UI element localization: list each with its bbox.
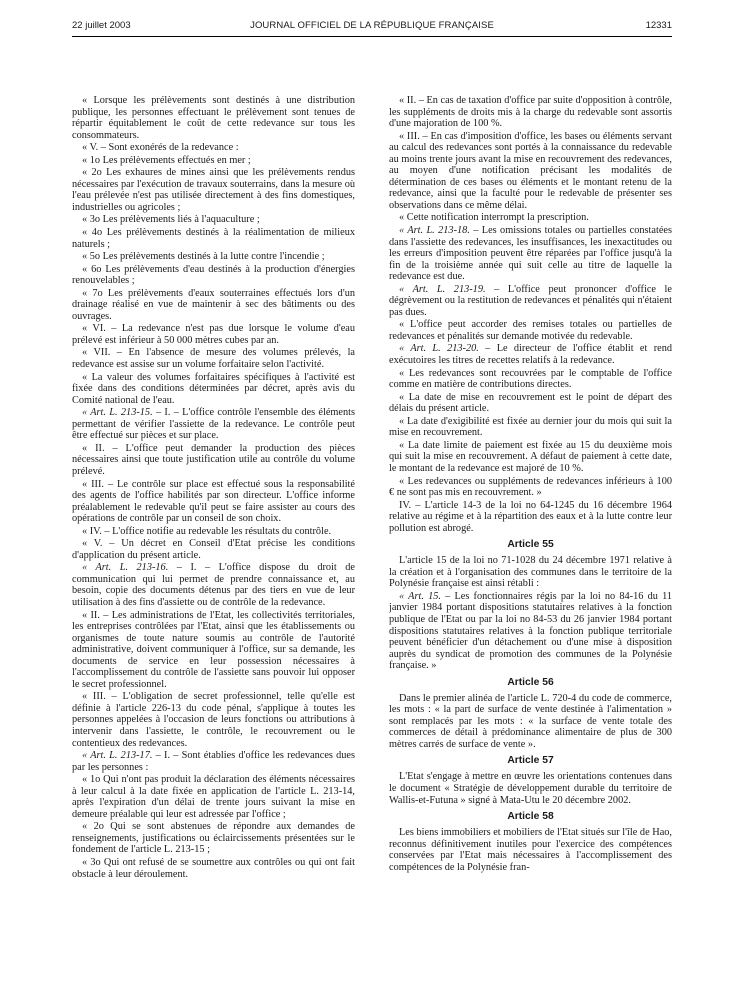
paragraph-text: « La valeur des volumes forfaitaires spécifiques à l'activité est fixée dans des conditions déterminées par décret, après avis du Comité national de l'eau.: [72, 371, 355, 406]
paragraph: [72, 691, 355, 749]
paragraph-text: – Le directeur de l'office établit et rend exécutoires les titres de recettes relatifs à la redevance.: [389, 343, 672, 367]
paragraph-text: « La date de mise en recouvrement est le point de départ des délais du présent article.: [389, 391, 672, 415]
paragraph-text: « 1o Les prélèvements effectués en mer ;: [82, 154, 251, 166]
paragraph-text: « 3o Les prélèvements liés à l'aquaculture ;: [82, 214, 260, 226]
paragraph: [389, 368, 672, 391]
paragraph: [72, 142, 355, 154]
paragraph: [389, 440, 672, 475]
paragraph: [72, 227, 355, 250]
paragraph: [72, 95, 355, 141]
paragraph-text: « 3o Qui ont refusé de se soumettre aux contrôles ou qui ont fait obstacle à leur déroulement.: [72, 857, 355, 880]
paragraph-text: « La date d'exigibilité est fixée au dernier jour du mois qui suit la mise en recouvrement.: [389, 415, 672, 439]
paragraph-text: « VII. – En l'absence de mesure des volumes prélevés, la redevance est assise sur un volume forfaitaire selon l'activité.: [72, 347, 355, 371]
paragraph-text: « La date limite de paiement est fixée au 15 du deuxième mois qui suit la mise en recouvrement. A défaut de paiement à cette date, le montant de la redevance est majoré de 10 %.: [389, 439, 672, 474]
paragraph-text: – L'office peut prononcer d'office le dégrèvement ou la restitution de redevances et pénalités qui n'étaient pas dues.: [389, 283, 672, 318]
paragraph-text: « 5o Les prélèvements destinés à la lutte contre l'incendie ;: [82, 251, 325, 263]
article-reference: « Art. L. 213-19.: [399, 283, 486, 295]
paragraph-text: « III. – L'obligation de secret professionnel, telle qu'elle est définie à l'article 226-13 du code pénal, s'applique à toutes les personnes appelées à l'occasion de leurs fonctions ou attributions à intervenir dans l'assiette, le contrôle, le recouvrement ou le contentieux des redevances.: [72, 691, 355, 749]
paragraph-text: « IV. – L'office notifie au redevable les résultats du contrôle.: [82, 525, 332, 537]
paragraph-text: « 6o Les prélèvements d'eau destinés à la production d'énergies renouvelables ;: [72, 263, 355, 287]
article-reference: « Art. L. 213-18.: [399, 225, 470, 237]
paragraph-text: « 4o Les prélèvements destinés à la réalimentation de milieux naturels ;: [72, 227, 355, 250]
paragraph-text: « V. – Sont exonérés de la redevance :: [82, 142, 239, 154]
paragraph: [389, 476, 672, 499]
paragraph: [389, 827, 672, 873]
paragraph: [72, 167, 355, 213]
paragraph: [389, 693, 672, 751]
article-heading: Article 56: [507, 676, 554, 688]
paragraph: [72, 479, 355, 525]
paragraph: [72, 610, 355, 691]
paragraph-text: L'Etat s'engage à mettre en œuvre les orientations contenues dans le document « Stratégie de développement durable du territoire de Wallis-et-Futuna » signé à Mata-Utu le 20 décembre 2002.: [389, 771, 672, 806]
paragraph: [389, 212, 672, 224]
page-number: 12331: [645, 20, 672, 31]
paragraph-text: « Lorsque les prélèvements sont destinés à une distribution publique, les personnes effectuant le prélèvement sont tenues de répartir équitablement le coût de cette redevance sur tous les consommateurs.: [72, 95, 355, 141]
paragraph-text: « Les redevances ou suppléments de redevances inférieurs à 100 € ne sont pas mis en recouvrement. »: [389, 475, 672, 499]
paragraph: [72, 288, 355, 323]
paragraph: [72, 251, 355, 263]
paragraph-text: – I. – Sont établies d'office les redevances dues par les personnes :: [72, 750, 355, 773]
paragraph: [389, 284, 672, 319]
paragraph-text: « Cette notification interrompt la prescription.: [399, 212, 589, 224]
paragraph: [72, 857, 355, 880]
paragraph-text: IV. – L'article 14-3 de la loi no 64-1245 du 16 décembre 1964 relative au régime et à la répartition des eaux et à la lutte contre leur pollution est abrogé.: [389, 499, 672, 534]
article-reference: « Art. L. 213-15.: [82, 407, 153, 419]
article-reference: « Art. L. 213-20.: [399, 343, 479, 355]
paragraph-text: « III. – En cas d'imposition d'office, les bases ou éléments servant au calcul des redevances sont portés à la connaissance du redevable au moins trente jours avant la mise en recouvrement des redevances, au moyen d'une notification précisant les modalités de détermination de ces bases ou éléments et le montant retenu de la redevance, ainsi que la faculté pour le redevable de présenter ses observations dans ce même délai.: [389, 130, 672, 211]
paragraph-text: « Les redevances sont recouvrées par le comptable de l'office comme en matière de contributions directes.: [389, 367, 672, 391]
paragraph-text: Les biens immobiliers et mobiliers de l'Etat situés sur l'île de Hao, reconnus définitivement inutiles pour l'exercice des compétences conservées par l'Etat mais nécessaires à l'accomplissement des compétences de la Polynésie fran-: [389, 827, 672, 873]
left-column: [72, 95, 355, 980]
paragraph: [389, 392, 672, 415]
paragraph: [389, 225, 672, 283]
paragraph-text: « II. – En cas de taxation d'office par suite d'opposition à contrôle, les suppléments de droits mis à la charge du redevable sont assortis d'une majoration de 100 %.: [389, 95, 672, 130]
article-heading: Article 57: [507, 755, 554, 767]
paragraph-text: – I. – L'office dispose du droit de communication qui lui permet de prendre connaissance et, au besoin, copie des documents détenus par des tiers en vue de leur utilisation à des fins d'assiette ou de contrôle de la redevance.: [72, 562, 355, 608]
paragraph: [72, 774, 355, 820]
paragraph: [389, 771, 672, 806]
header-rule: [72, 36, 672, 37]
paragraph-text: – I. – L'office contrôle l'ensemble des éléments permettant de vérifier l'assiette de la redevance. Le contrôle peut être effectué sur pièces et sur place.: [72, 407, 355, 442]
right-column: [389, 95, 672, 980]
paragraph: [72, 538, 355, 561]
paragraph-text: « 7o Les prélèvements d'eaux souterraines effectués lors d'un drainage réalisé en vue de maintenir à sec des bâtiments ou des ouvrages.: [72, 287, 355, 322]
article-reference: « Art. 15.: [399, 590, 441, 602]
page-header: [72, 20, 672, 34]
paragraph: [389, 95, 672, 130]
paragraph: [72, 562, 355, 608]
paragraph: [72, 443, 355, 478]
paragraph: [72, 750, 355, 773]
paragraph-text: L'article 15 de la loi no 71-1028 du 24 décembre 1971 relative à la création et à l'organisation des communes dans le territoire de la Polynésie française est ainsi rétabli :: [389, 555, 672, 590]
journal-title: JOURNAL OFFICIEL DE LA RÉPUBLIQUE FRANÇAISE: [250, 20, 494, 31]
paragraph: [389, 343, 672, 366]
article-heading: Article 55: [507, 539, 554, 551]
paragraph: [389, 591, 672, 672]
paragraph-text: « V. – Un décret en Conseil d'Etat précise les conditions d'application du présent article.: [72, 538, 355, 561]
article-reference: « Art. L. 213-16.: [82, 562, 169, 574]
paragraph: [72, 526, 355, 538]
paragraph: [72, 155, 355, 167]
paragraph: [389, 131, 672, 212]
paragraph: [389, 500, 672, 535]
paragraph: [72, 323, 355, 346]
paragraph-text: « 2o Qui se sont abstenues de répondre aux demandes de renseignements, justifications ou éclaircissements présentées sur le fondement de l'article L. 213-15 ;: [72, 821, 355, 856]
article-heading: Article 58: [507, 811, 554, 823]
paragraph-text: « L'office peut accorder des remises totales ou partielles de redevances et pénalités sur demande motivée du redevable.: [389, 319, 672, 342]
paragraph-text: « II. – L'office peut demander la production des pièces nécessaires ainsi que toute justification utile au contrôle du volume prélevé.: [72, 442, 355, 477]
paragraph: [389, 555, 672, 590]
paragraph-text: « III. – Le contrôle sur place est effectué sous la responsabilité des agents de l'office habilités par son directeur. L'office informe préalablement le redevable qu'il peut se faire assister au cours des opérations de contrôle par un conseil de son choix.: [72, 478, 355, 525]
paragraph: [72, 407, 355, 442]
paragraph: [72, 821, 355, 856]
paragraph: [72, 214, 355, 226]
paragraph-text: – Les omissions totales ou partielles constatées dans l'assiette des redevances, les insuffisances, les inexactitudes ou les erreurs d'imposition peuvent être réparées par l'office jusqu'à la fin de la troisième année qui suit celle au titre de laquelle la redevance est due.: [389, 225, 672, 283]
paragraph-text: « 1o Qui n'ont pas produit la déclaration des éléments nécessaires à leur calcul à la date fixée en application de l'article L. 213-14, après l'expiration d'un délai de trente jours suivant la mise en demeure préalable qui leur est adressée par l'office ;: [72, 774, 355, 820]
header-date: 22 juillet 2003: [72, 20, 131, 31]
paragraph-text: « II. – Les administrations de l'Etat, les collectivités territoriales, les entreprises contrôlées par l'Etat, ainsi que les établissements ou organismes de toute nature soumis au contrôle de l'autorité administrative, doivent communiquer à l'office, sur sa demande, les documents de service en leur possession nécessaires à l'accomplissement du contrôle de l'assiette sans pouvoir lui opposer le secret professionnel.: [72, 609, 355, 690]
paragraph-text: « 2o Les exhaures de mines ainsi que les prélèvements rendus nécessaires par l'exécution de travaux souterrains, dans la mesure où l'eau prélevée n'est pas utilisée directement à des fins domestiques, industrielles ou agricoles ;: [72, 167, 355, 213]
paragraph: [72, 264, 355, 287]
paragraph: [72, 347, 355, 370]
paragraph-text: Dans le premier alinéa de l'article L. 720-4 du code de commerce, les mots : « la part de surface de vente destinée à l'alimentation » sont remplacés par les mots : « la surface de vente totale des commerces de détail à prédominance alimentaire de plus de 300 mètres carrés de surface de vente ».: [389, 692, 672, 750]
paragraph: [389, 319, 672, 342]
article-reference: « Art. L. 213-17.: [82, 750, 153, 762]
paragraph-text: « VI. – La redevance n'est pas due lorsque le volume d'eau prélevé est inférieur à 50 000 mètres cubes par an.: [72, 323, 355, 346]
paragraph: [72, 372, 355, 407]
paragraph: [389, 416, 672, 439]
paragraph-text: – Les fonctionnaires régis par la loi no 84-16 du 11 janvier 1984 portant dispositions statutaires relatives à la fonction publique de l'Etat ou par la loi no 84-53 du 26 janvier 1984 portant dispositions statutaires relatives à la fonction publique territoriale peuvent bénéficier d'un détachement ou d'une mise à disposition auprès du syndicat de promotion des communes de la Polynésie française. »: [389, 590, 672, 672]
